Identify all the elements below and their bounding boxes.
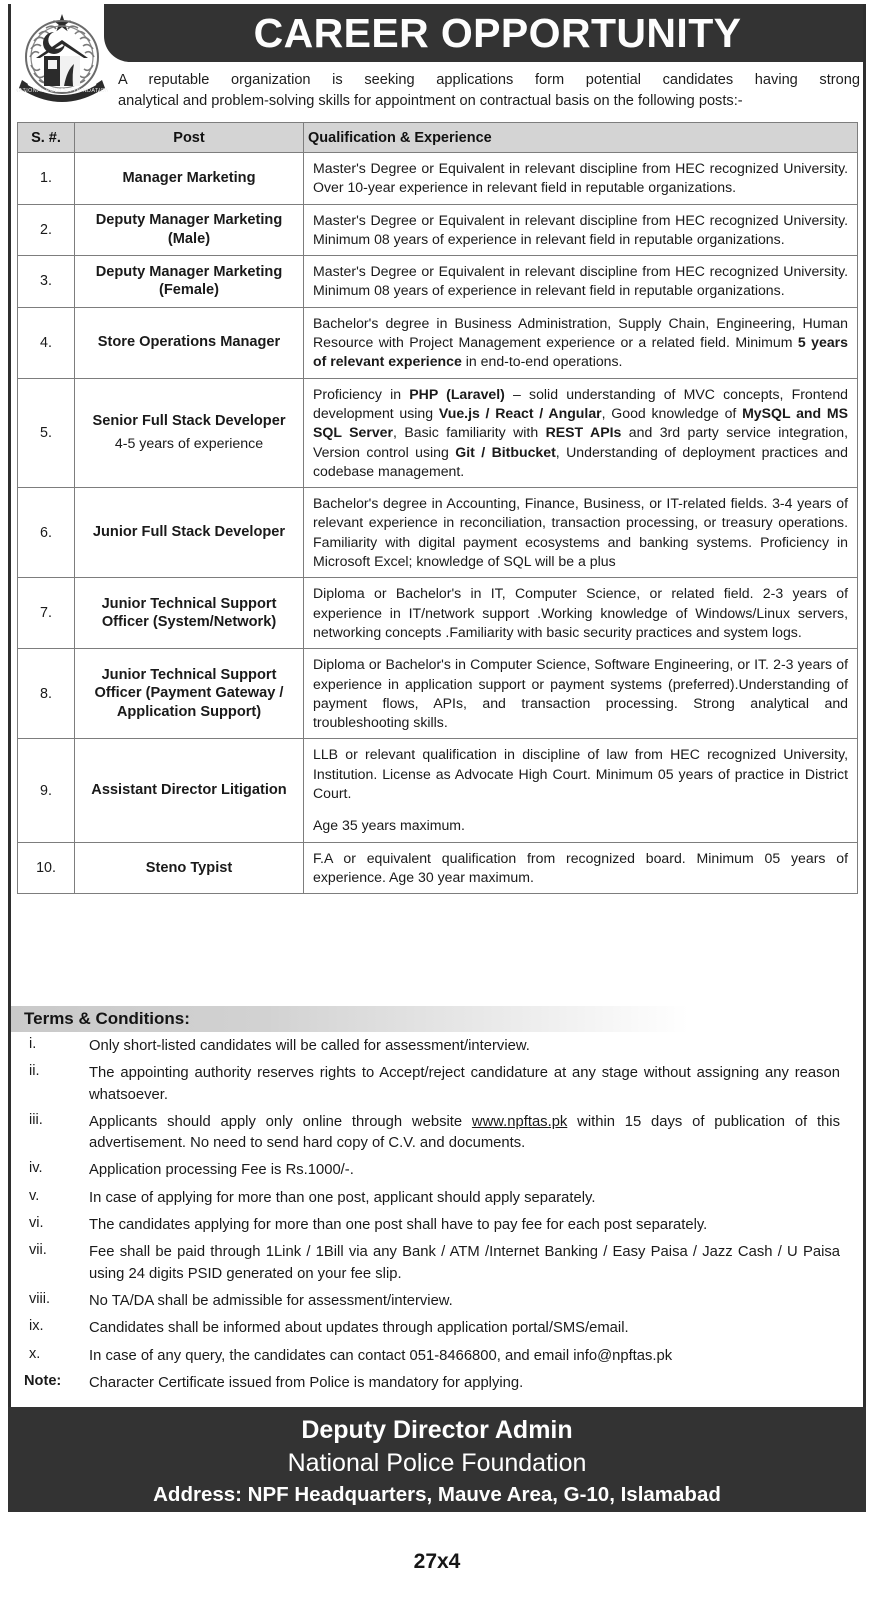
term-text: Only short-listed candidates will be called for assessment/interview. bbox=[89, 1038, 530, 1054]
cell-post-title: Junior Technical Support Officer (Payment Gateway / Application Support) bbox=[75, 649, 304, 739]
table-row bbox=[18, 488, 858, 578]
list-item bbox=[11, 1160, 858, 1181]
term-text: Application processing Fee is Rs.1000/-. bbox=[89, 1162, 354, 1179]
career-opportunity-banner bbox=[104, 4, 863, 62]
cell-serial: 7. bbox=[18, 578, 75, 649]
cell-serial: 5. bbox=[18, 378, 75, 487]
list-item bbox=[11, 1036, 858, 1057]
term-number: i. bbox=[29, 1036, 37, 1052]
term-text: The appointing authority reserves rights to Accept/reject candidature at any stage without assigning any reason whatsoever. bbox=[89, 1065, 840, 1103]
table-row bbox=[18, 842, 858, 894]
list-item bbox=[11, 1318, 858, 1339]
term-number: Note: bbox=[24, 1372, 62, 1389]
term-number: x. bbox=[29, 1345, 41, 1362]
cell-serial: 1. bbox=[18, 153, 75, 205]
advertisement-size-code: 27x4 bbox=[413, 1550, 461, 1573]
cell-post-title: Steno Typist bbox=[75, 842, 304, 894]
cell-qualification: LLB or relevant qualification in discipline of law from HEC recognized University, Institution. License as Advocate High Court. Minimum 05 years of practice in District Court. Age 35 years maximum. bbox=[304, 739, 858, 842]
website-link[interactable]: www.npftas.pk bbox=[471, 1113, 568, 1130]
list-item bbox=[11, 1112, 858, 1155]
list-item bbox=[11, 1242, 858, 1285]
cell-serial: 4. bbox=[18, 307, 75, 378]
cell-qualification: Master's Degree or Equivalent in relevant discipline from HEC recognized University. Minimum 08 years of experience in relevant field in reputable organizations. bbox=[304, 204, 858, 256]
term-text: Fee shall be paid through 1Link / 1Bill via any Bank / ATM /Internet Banking / Easy Paisa / Jazz Cash / U Paisa using 24 digits PSID generated on your fee slip. bbox=[89, 1244, 840, 1282]
footer-address: Address: NPF Headquarters, Mauve Area, G-10, Islamabad bbox=[153, 1482, 721, 1506]
cell-post-title: Junior Full Stack Developer bbox=[75, 488, 304, 578]
term-text: No TA/DA shall be admissible for assessment/interview. bbox=[89, 1292, 453, 1309]
cell-serial: 8. bbox=[18, 649, 75, 739]
table-row bbox=[18, 153, 858, 205]
table-header-row bbox=[18, 123, 858, 153]
table-row bbox=[18, 649, 858, 739]
column-header-qualification: Qualification & Experience bbox=[304, 123, 858, 153]
cell-post-title: Store Operations Manager bbox=[75, 307, 304, 378]
term-number: vii. bbox=[29, 1242, 47, 1259]
list-item bbox=[11, 1346, 858, 1367]
term-text: Candidates shall be informed about updates through application portal/SMS/email. bbox=[89, 1320, 629, 1337]
page-header bbox=[0, 0, 874, 118]
list-item bbox=[11, 1063, 858, 1106]
cell-post-subtitle: 4-5 years of experience bbox=[114, 436, 264, 453]
cell-post-title: Assistant Director Litigation bbox=[75, 739, 304, 842]
term-number: ix. bbox=[29, 1318, 44, 1335]
cell-post-title: Deputy Manager Marketing (Female) bbox=[75, 256, 304, 308]
term-text: In case of applying for more than one post, applicant should apply separately. bbox=[89, 1189, 596, 1206]
term-number: iv. bbox=[29, 1160, 43, 1177]
intro-paragraph bbox=[118, 70, 860, 111]
term-text: Character Certificate issued from Police is mandatory for applying. bbox=[89, 1374, 524, 1391]
cell-qualification: F.A or equivalent qualification from recognized board. Minimum 05 years of experience. Age 30 year maximum. bbox=[304, 842, 858, 894]
table-row bbox=[18, 578, 858, 649]
table-row bbox=[18, 256, 858, 308]
cell-serial: 9. bbox=[18, 739, 75, 842]
cell-qualification: Bachelor's degree in Business Administration, Supply Chain, Engineering, Human Resource with Project Management experience or a related field. Minimum 5 years of relevant experience in end-to-end operations. bbox=[304, 307, 858, 378]
cell-qualification: Bachelor's degree in Accounting, Finance, Business, or IT-related fields. 3-4 years of relevant experience in reconciliation, transaction processing, or treasury operations. Familiarity with digital payment ecosystems and banking systems. Proficiency in Microsoft Excel; knowledge of SQL will be a plus bbox=[304, 488, 858, 578]
posts-table-container bbox=[17, 122, 857, 894]
list-item bbox=[11, 1188, 858, 1209]
cell-qualification: Diploma or Bachelor's in IT, Computer Science, or related field. 2-3 years of experience in IT/network support .Working knowledge of Windows/Linux servers, networking concepts .Familiarity with basic security practices and system logs. bbox=[304, 578, 858, 649]
cell-serial: 3. bbox=[18, 256, 75, 308]
list-item bbox=[11, 1215, 858, 1236]
posts-table-head bbox=[18, 123, 858, 153]
table-row bbox=[18, 378, 858, 487]
list-item bbox=[11, 1373, 858, 1394]
table-row bbox=[18, 307, 858, 378]
footer-organization: National Police Foundation bbox=[287, 1449, 587, 1477]
posts-table bbox=[17, 122, 858, 894]
column-header-post: Post bbox=[75, 123, 304, 153]
term-number: iii. bbox=[29, 1111, 43, 1128]
cell-post-title: Junior Technical Support Officer (System/Network) bbox=[75, 578, 304, 649]
cell-serial: 10. bbox=[18, 842, 75, 894]
term-number: v. bbox=[29, 1187, 40, 1204]
footer-designation: Deputy Director Admin bbox=[301, 1416, 573, 1444]
posts-table-body bbox=[18, 153, 858, 894]
banner-title: CAREER OPPORTUNITY bbox=[253, 9, 742, 56]
intro-line-1: A reputable organization is seeking applications form potential candidates having strong bbox=[118, 72, 860, 88]
svg-text:NATIONAL POLICE FOUNDATION: NATIONAL POLICE FOUNDATION bbox=[16, 88, 108, 94]
table-row bbox=[18, 204, 858, 256]
cell-serial: 6. bbox=[18, 488, 75, 578]
terms-and-conditions-heading bbox=[11, 1006, 858, 1032]
cell-qualification: Proficiency in PHP (Laravel) – solid understanding of MVC concepts, Frontend development using Vue.js / React / Angular, Good knowledge of MySQL and MS SQL Server, Basic familiarity with REST APIs and 3rd party service integration, Version control using Git / Bitbucket, Understanding of deployment practices and codebase management. bbox=[304, 378, 858, 487]
cell-qualification: Master's Degree or Equivalent in relevant discipline from HEC recognized University. Minimum 08 years of experience in relevant field in reputable organizations. bbox=[304, 256, 858, 308]
terms-and-conditions-list bbox=[11, 1036, 858, 1400]
terms-heading-label: Terms & Conditions: bbox=[24, 1009, 190, 1028]
table-row bbox=[18, 739, 858, 842]
cell-qualification: Master's Degree or Equivalent in relevant discipline from HEC recognized University. Over 10-year experience in relevant field in reputable organizations. bbox=[304, 153, 858, 205]
footer-contact-block bbox=[8, 1407, 866, 1512]
term-number: ii. bbox=[29, 1063, 40, 1080]
cell-post-title: Deputy Manager Marketing (Male) bbox=[75, 204, 304, 256]
list-item bbox=[11, 1291, 858, 1312]
term-number: viii. bbox=[29, 1290, 51, 1307]
term-number: vi. bbox=[29, 1215, 44, 1232]
cell-qualification: Diploma or Bachelor's in Computer Science, Software Engineering, or IT. 2-3 years of experience in application support or payment systems (preferred).Understanding of payment flows, APIs, and transaction processing. Strong analytical and troubleshooting skills. bbox=[304, 649, 858, 739]
term-text: In case of any query, the candidates can contact 051-8466800, and email info@npftas.pk bbox=[89, 1347, 673, 1364]
cell-post-title: Senior Full Stack Developer 4-5 years of experience bbox=[75, 378, 304, 487]
column-header-serial: S. #. bbox=[18, 123, 75, 153]
cell-serial: 2. bbox=[18, 204, 75, 256]
national-police-foundation-emblem-icon bbox=[16, 10, 108, 110]
term-text: Applicants should apply only online through website www.npftas.pk within 15 days of publication of this advertisement. No need to send hard copy of C.V. and documents. bbox=[89, 1113, 840, 1152]
term-text: The candidates applying for more than one post shall have to pay fee for each post separately. bbox=[89, 1217, 708, 1234]
intro-line-2: analytical and problem-solving skills for appointment on contractual basis on the following posts:- bbox=[118, 92, 743, 109]
cell-post-title: Manager Marketing bbox=[75, 153, 304, 205]
